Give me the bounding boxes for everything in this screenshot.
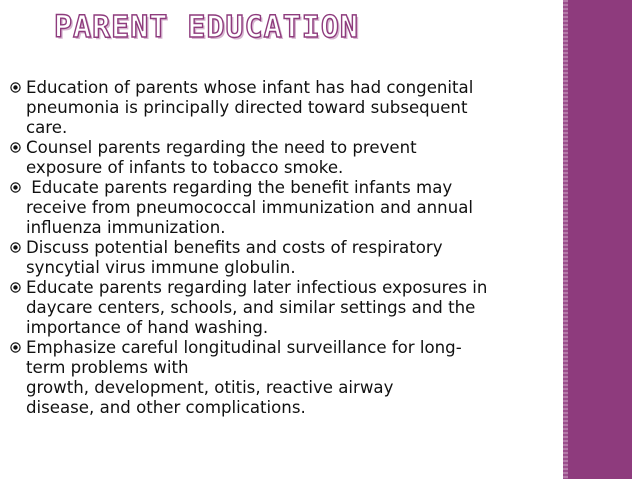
bullet-line: receive from pneumococcal immunization and annual bbox=[26, 198, 473, 217]
bullet-line: influenza immunization. bbox=[26, 218, 226, 237]
bullet-line: Educate parents regarding later infectious exposures in bbox=[26, 278, 488, 297]
bullet-line: Education of parents whose infant has had congenital bbox=[26, 78, 474, 97]
bullet-line: pneumonia is principally directed toward subsequent bbox=[26, 98, 468, 117]
bullet-line: growth, development, otitis, reactive airway bbox=[26, 378, 394, 397]
bullet-line: importance of hand washing. bbox=[26, 318, 269, 337]
bullet-item bbox=[10, 178, 558, 238]
bullet-line: Emphasize careful longitudinal surveillance for long- bbox=[26, 338, 462, 357]
target-bullet-icon bbox=[10, 182, 21, 193]
bullet-item bbox=[10, 78, 558, 138]
bullet-line: exposure of infants to tobacco smoke. bbox=[26, 158, 344, 177]
bullet-line: Educate parents regarding the benefit infants may bbox=[26, 178, 453, 197]
bullet-line: daycare centers, schools, and similar settings and the bbox=[26, 298, 476, 317]
bullet-line: term problems with bbox=[26, 358, 189, 377]
bullet-item bbox=[10, 138, 558, 178]
slide-title: PARENT EDUCATION bbox=[54, 10, 359, 45]
target-bullet-icon bbox=[10, 242, 21, 253]
bullet-list bbox=[10, 78, 558, 418]
bullet-item bbox=[10, 338, 558, 418]
side-bar-rule bbox=[632, 0, 638, 479]
bullet-line: disease, and other complications. bbox=[26, 398, 306, 417]
bullet-item bbox=[10, 278, 558, 338]
target-bullet-icon bbox=[10, 142, 21, 153]
bullet-line: syncytial virus immune globulin. bbox=[26, 258, 296, 277]
bullet-line: Discuss potential benefits and costs of respiratory bbox=[26, 238, 443, 257]
target-bullet-icon bbox=[10, 342, 21, 353]
bullet-line: Counsel parents regarding the need to prevent bbox=[26, 138, 417, 157]
target-bullet-icon bbox=[10, 82, 21, 93]
bullet-line: care. bbox=[26, 118, 68, 137]
target-bullet-icon bbox=[10, 282, 21, 293]
side-accent-bar bbox=[568, 0, 632, 479]
bullet-item bbox=[10, 238, 558, 278]
